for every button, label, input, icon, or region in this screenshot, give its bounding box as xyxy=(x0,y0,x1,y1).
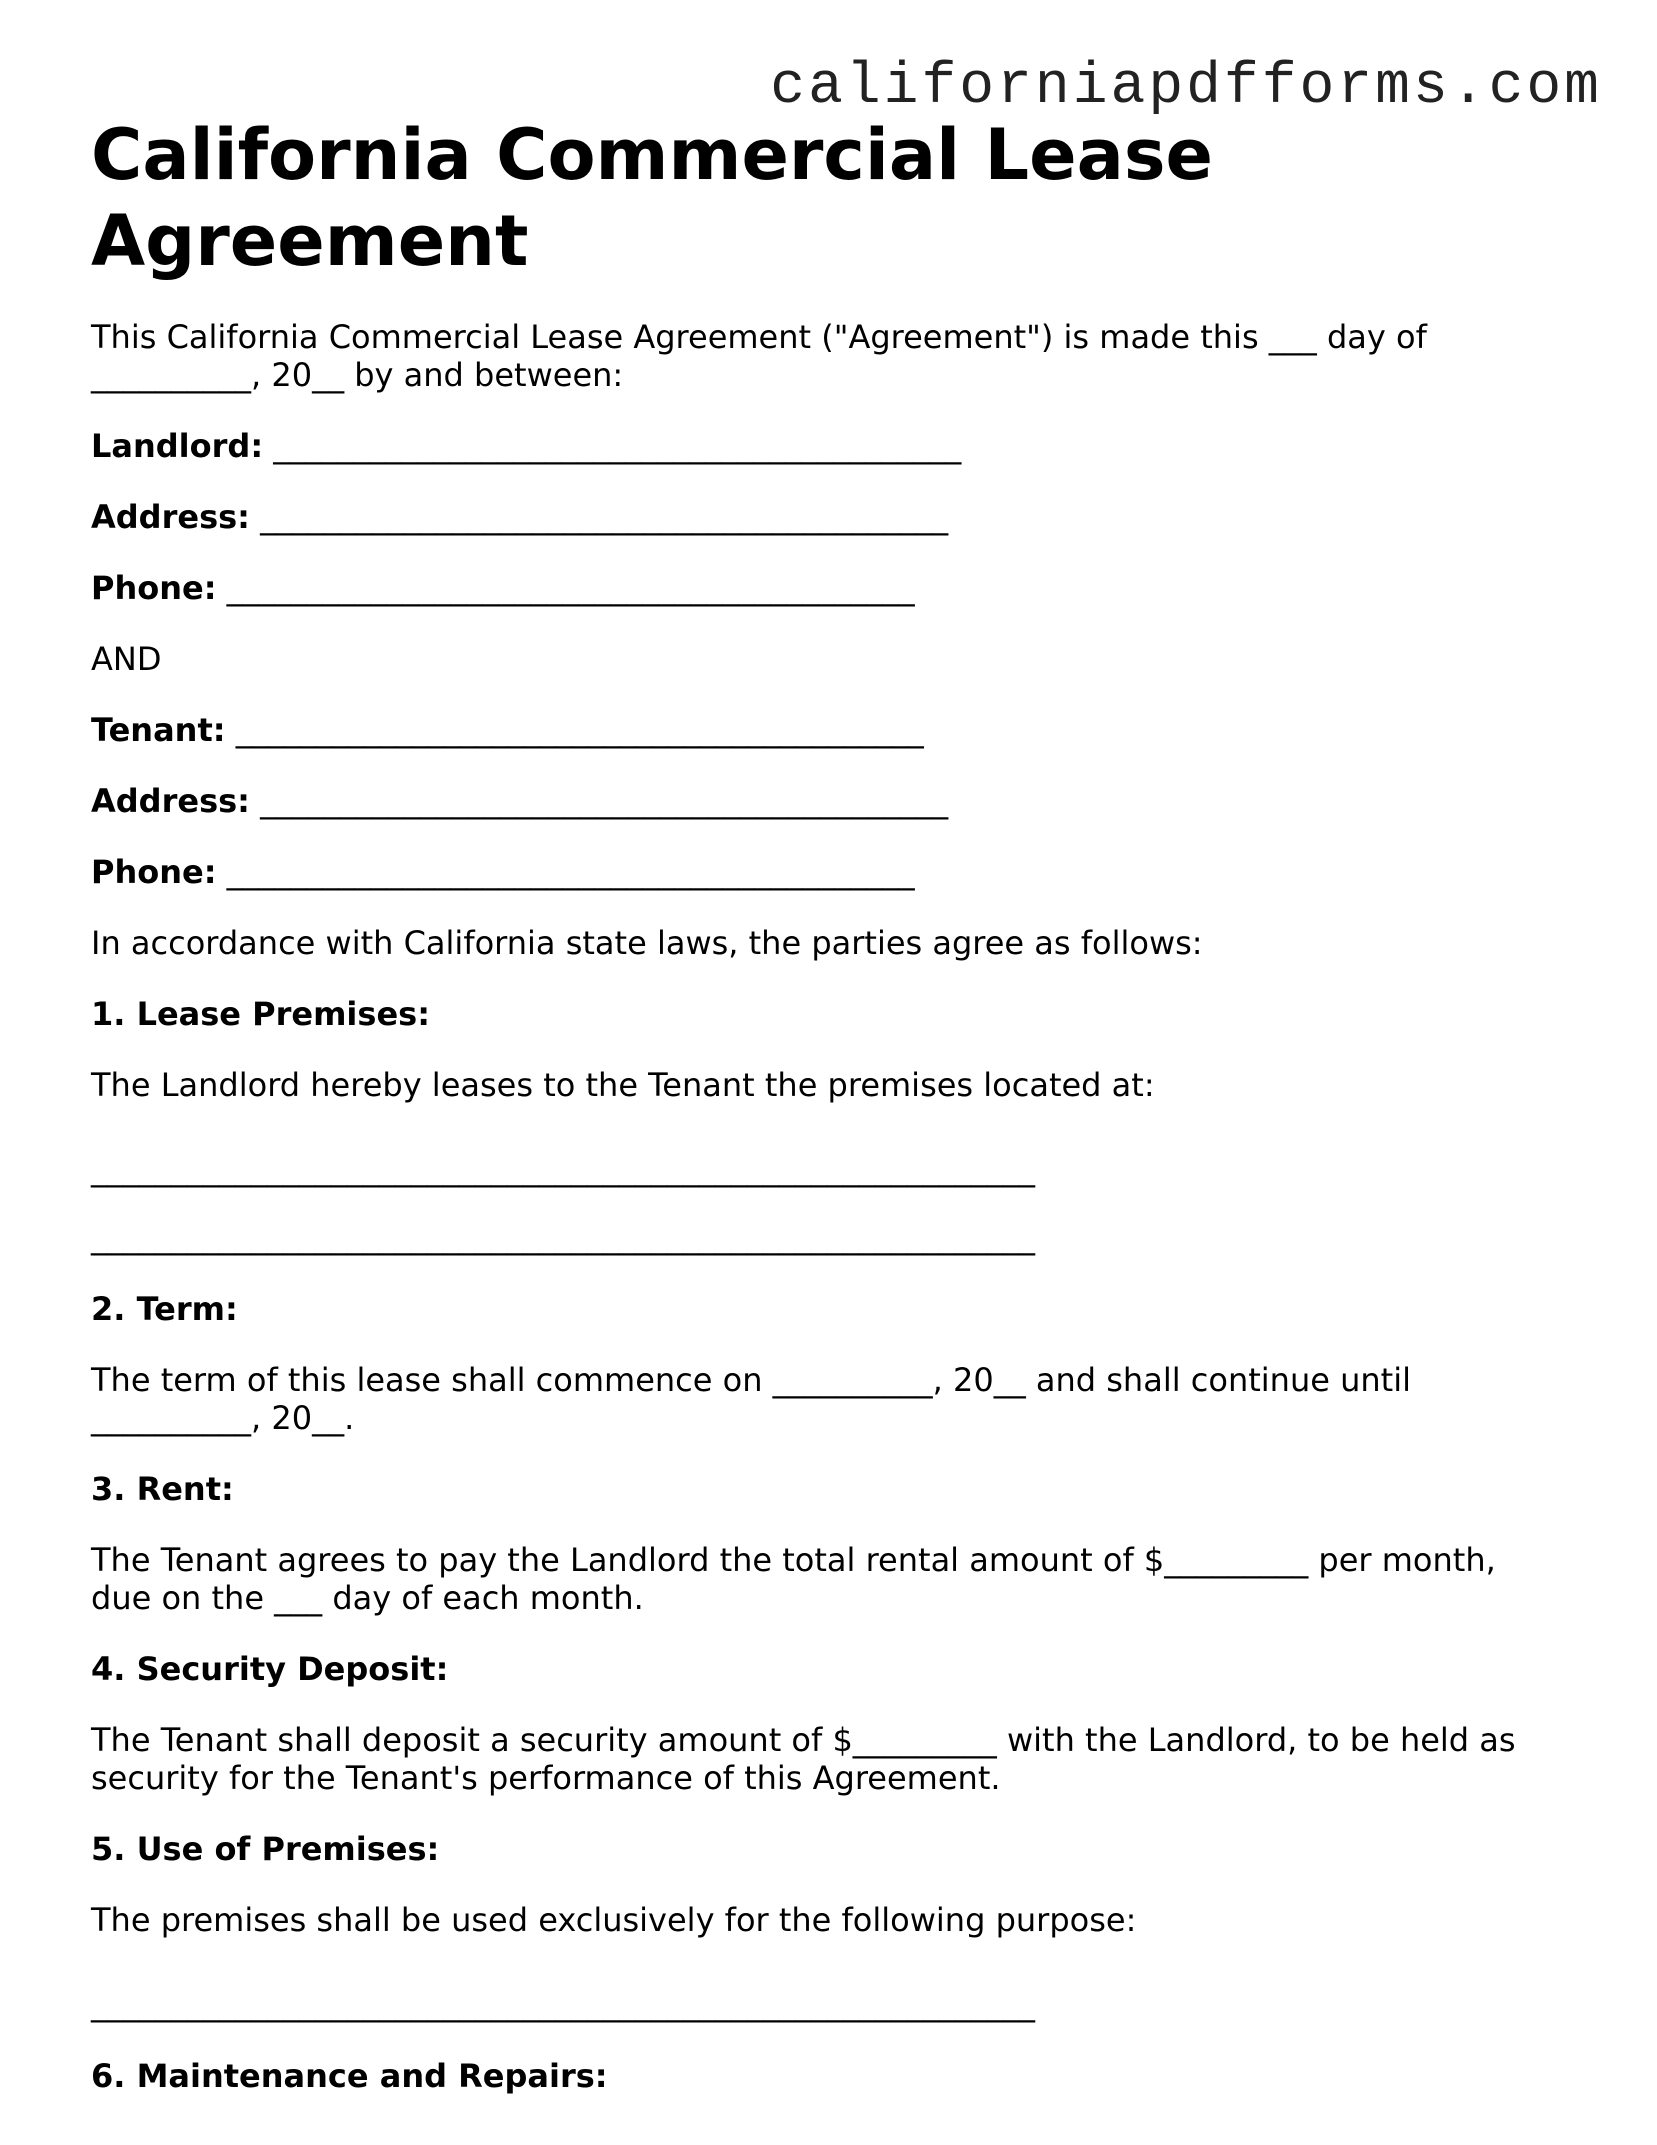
landlord-name-field[interactable] xyxy=(91,427,1591,465)
tenant-address-label: Address: xyxy=(91,782,250,820)
tenant-phone-label: Phone: xyxy=(91,853,217,891)
section-4-heading: 4. Security Deposit: xyxy=(91,1650,449,1688)
section-5-heading: 5. Use of Premises: xyxy=(91,1830,440,1868)
landlord-address-field[interactable] xyxy=(91,498,1591,536)
section-5-text: The premises shall be used exclusively for the following purpose: xyxy=(91,1901,1137,1939)
tenant-name-blank[interactable]: ___________________________________________ xyxy=(225,711,924,749)
premises-purpose-blank[interactable]: ___________________________________________________________ xyxy=(91,1985,1035,2023)
document-body xyxy=(91,112,1591,2128)
section-1-text: The Landlord hereby leases to the Tenant the premises located at: xyxy=(91,1066,1155,1104)
landlord-phone-field[interactable] xyxy=(91,569,1591,607)
tenant-phone-blank[interactable]: ___________________________________________ xyxy=(216,853,915,891)
section-6-heading: 6. Maintenance and Repairs: xyxy=(91,2057,608,2095)
landlord-label: Landlord: xyxy=(91,427,264,465)
landlord-name-blank[interactable]: ___________________________________________ xyxy=(263,427,962,465)
and-separator: AND xyxy=(91,640,162,678)
tenant-name-field[interactable] xyxy=(91,711,1591,749)
landlord-address-label: Address: xyxy=(91,498,250,536)
section-2-text: The term of this lease shall commence on __________, 20__ and shall continue until __________, 20__. xyxy=(91,1361,1411,1437)
landlord-phone-blank[interactable]: ___________________________________________ xyxy=(216,569,915,607)
landlord-address-blank[interactable]: ___________________________________________ xyxy=(249,498,949,536)
premises-address-blank-1[interactable]: ___________________________________________________________ xyxy=(91,1150,1035,1188)
tenant-address-field[interactable] xyxy=(91,782,1591,820)
section-3-text: The Tenant agrees to pay the Landlord the total rental amount of $_________ per month, due on the ___ day of each month. xyxy=(91,1541,1496,1617)
intro-paragraph: This California Commercial Lease Agreement ("Agreement") is made this ___ day of __________, 20__ by and between: xyxy=(91,318,1427,394)
tenant-phone-field[interactable] xyxy=(91,853,1591,891)
document-title: California Commercial Lease Agreement xyxy=(91,114,1213,282)
section-1-heading: 1. Lease Premises: xyxy=(91,995,430,1033)
accordance-statement: In accordance with California state laws, the parties agree as follows: xyxy=(91,924,1203,962)
tenant-label: Tenant: xyxy=(91,711,226,749)
section-2-heading: 2. Term: xyxy=(91,1290,238,1328)
premises-address-blank-2[interactable]: ___________________________________________________________ xyxy=(91,1218,1035,1256)
watermark: californiapdfforms.com xyxy=(770,55,1602,120)
tenant-address-blank[interactable]: ___________________________________________ xyxy=(249,782,949,820)
section-4-text: The Tenant shall deposit a security amount of $_________ with the Landlord, to be held as security for the Tenant's performance of this Agreement. xyxy=(91,1721,1516,1797)
landlord-phone-label: Phone: xyxy=(91,569,217,607)
section-3-heading: 3. Rent: xyxy=(91,1470,234,1508)
